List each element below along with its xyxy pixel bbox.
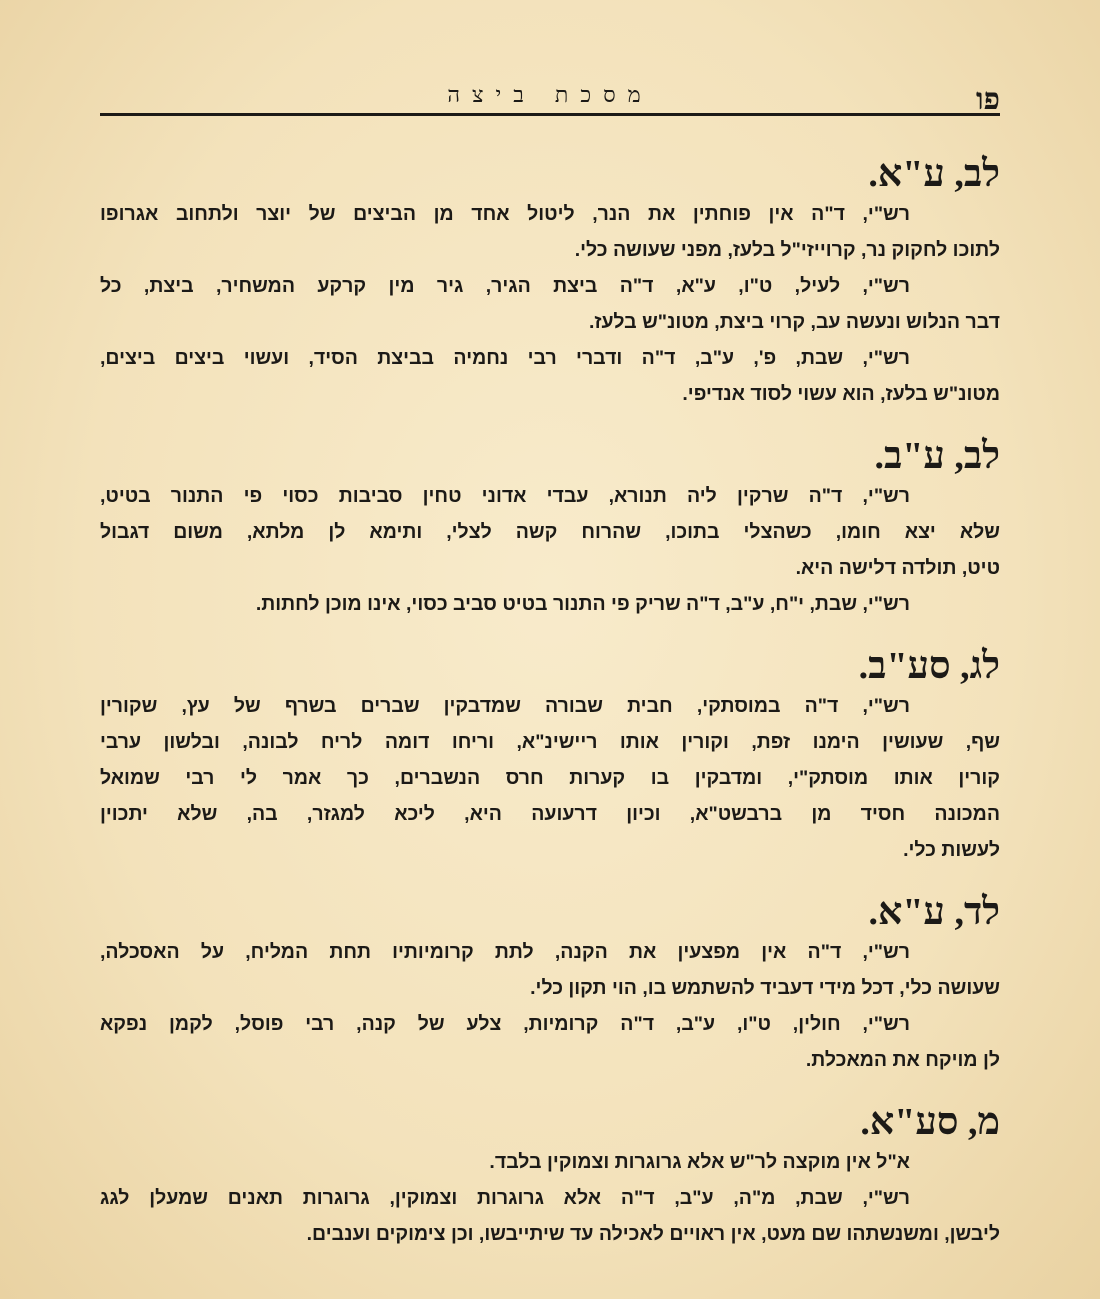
paragraph: [100, 1180, 1000, 1252]
section: [100, 890, 1000, 1078]
paragraph: [100, 1144, 1000, 1180]
text-line: שף, שעושין הימנו זפת, וקורין אותו ריישינ"א, וריחו דומה לריח לבונה, ובלשון ערבי: [100, 731, 1000, 753]
text-line: רש"י, ד"ה אין מפצעין את הקנה, לתת קרומיותיו תחת המליח, על האסכלה,: [100, 941, 910, 963]
page-body: [100, 152, 1000, 1252]
paragraph: [100, 934, 1000, 1006]
text-line: המכונה חסיד מן ברבשט"א, וכיון דרעועה היא, ליכא למגזר, בה, שלא יתכוין: [100, 803, 1000, 825]
page-number: פו: [976, 82, 1000, 117]
text-line: רש"י, שבת, פ', ע"ב, ד"ה ודברי רבי נחמיה בביצת הסיד, ועשוי ביצים ביצים,: [100, 347, 910, 369]
text-line: א"ל אין מוקצה לר"ש אלא גרוגרות וצמוקין בלבד.: [489, 1151, 910, 1173]
paragraph: [100, 268, 1000, 340]
section: [100, 1100, 1000, 1252]
text-line: רש"י, שבת, מ"ה, ע"ב, ד"ה אלא גרוגרות וצמוקין, גרוגרות תאנים שמעלן לגג: [100, 1187, 910, 1209]
section-heading: לד, ע"א.: [868, 891, 1000, 933]
text-line: מטונ"ש בלעז, הוא עשוי לסוד אנדיפי.: [682, 383, 1000, 405]
section-heading: לב, ע"ב.: [874, 435, 1000, 477]
text-line: ליבשן, ומשנשתהו שם מעט, אין ראויים לאכילה עד שיתייבשו, וכן צימוקים וענבים.: [306, 1223, 1000, 1245]
text-line: טיט, תולדה דלישה היא.: [795, 557, 1000, 579]
text-line: דבר הנלוש ונעשה עב, קרוי ביצת, מטונ"ש בלעז.: [589, 311, 1000, 333]
section-heading: לב, ע"א.: [868, 153, 1000, 195]
text-line: לן מויקח את המאכלת.: [805, 1049, 1000, 1071]
text-line: קורין אותו מוסתק"י, ומדבקין בו קערות חרס הנשברים, כך אמר לי רבי שמואל: [100, 767, 1000, 789]
text-line: רש"י, ד"ה שרקין ליה תנורא, עבדי אדוני טחין סביבות כסוי פי התנור בטיט,: [100, 485, 910, 507]
text-line: שלא יצא חומו, כשהצלי בתוכו, שהרוח קשה לצלי, ותימא לן מלתא, משום דגבול: [100, 521, 1000, 543]
text-line: רש"י, שבת, י"ח, ע"ב, ד"ה שריק פי התנור בטיט סביב כסוי, אינו מוכן לחתות.: [255, 593, 910, 615]
text-line: רש"י, לעיל, ט"ו, ע"א, ד"ה ביצת הגיר, גיר מין קרקע המשחיר, ביצת, כל: [100, 275, 910, 297]
paragraph: [100, 586, 1000, 622]
paragraph: [100, 196, 1000, 268]
paragraph: [100, 688, 1000, 868]
text-line: רש"י, ד"ה במוסתקי, חבית שבורה שמדבקין שברים בשרף של עץ, שקורין: [100, 695, 910, 717]
text-line: רש"י, ד"ה אין פוחתין את הנר, ליטול אחד מן הביצים של יוצר ולתחוב אגרופו: [100, 203, 910, 225]
section: [100, 434, 1000, 622]
paragraph: [100, 1006, 1000, 1078]
text-line: שעושה כלי, דכל מידי דעביד להשתמש בו, הוי תקון כלי.: [530, 977, 1000, 999]
header-rule: [100, 113, 1000, 116]
paragraph: [100, 478, 1000, 586]
running-header: [100, 70, 1000, 117]
text-line: לתוכו לחקוק נר, קרוייזי"ל בלעז, מפני שעושה כלי.: [574, 239, 1000, 261]
section-heading: לג, סע"ב.: [858, 645, 1000, 687]
paragraph: [100, 340, 1000, 412]
section: [100, 152, 1000, 412]
section: [100, 644, 1000, 868]
text-line: לעשות כלי.: [903, 839, 1000, 861]
book-page: [100, 70, 1000, 1252]
tractate-title: מסכת ביצה: [447, 83, 653, 108]
text-line: רש"י, חולין, ט"ו, ע"ב, ד"ה קרומיות, צלע של קנה, רבי פוסל, לקמן נפקא: [100, 1013, 910, 1035]
section-heading: מ, סע"א.: [860, 1101, 1000, 1143]
